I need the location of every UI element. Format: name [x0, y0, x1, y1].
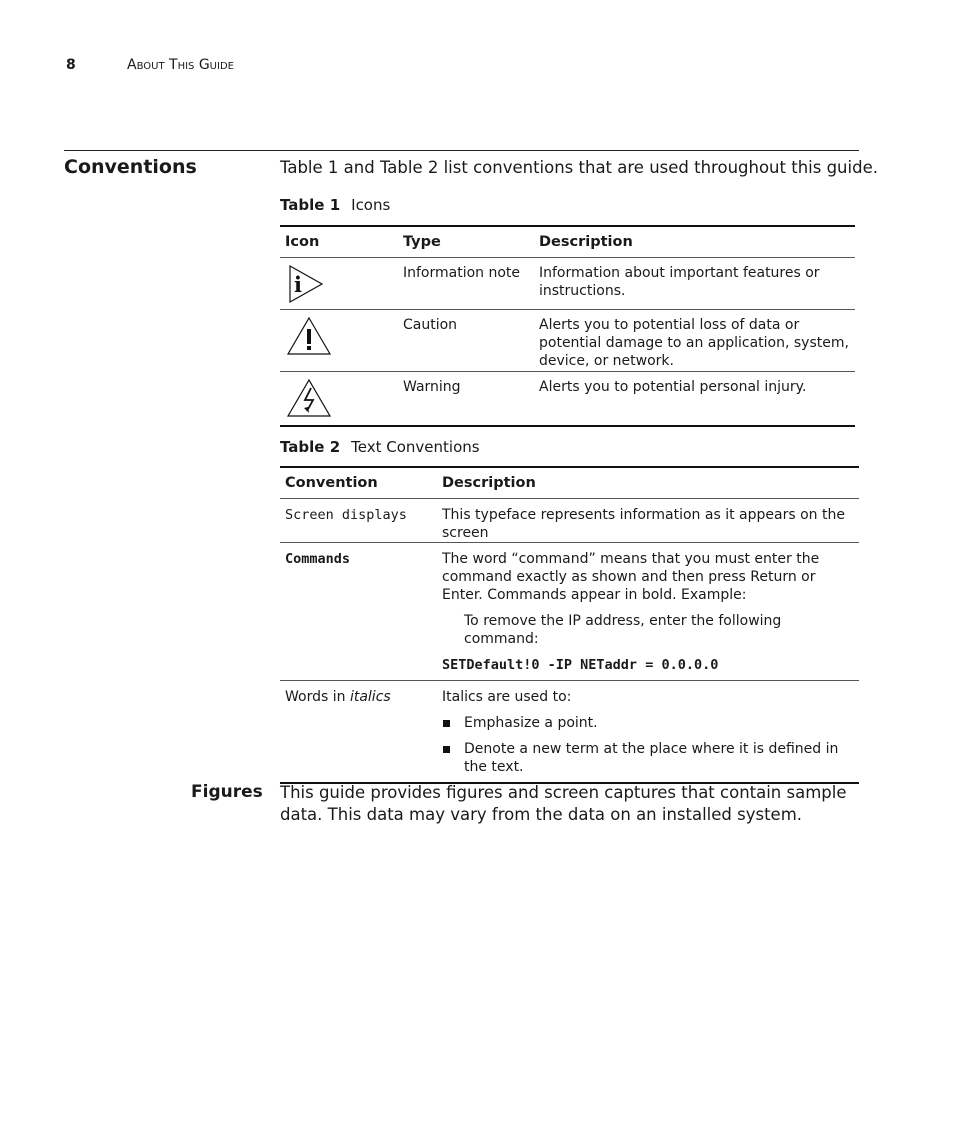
type-cell: Caution — [398, 310, 534, 372]
list-item: Denote a new term at the place where it is defined in the text. — [442, 740, 854, 776]
description-cell — [437, 681, 859, 784]
convention-cell — [280, 543, 437, 681]
description-cell: Alerts you to potential personal injury. — [539, 379, 807, 395]
conventions-intro: Table 1 and Table 2 list conventions that are used throughout this guide. — [280, 158, 878, 177]
text-conventions-table — [280, 466, 859, 784]
type-cell: Information note — [398, 258, 534, 310]
table2-caption — [280, 438, 480, 456]
example-intro: To remove the IP address, enter the following command: — [464, 613, 782, 647]
table-header-row — [280, 467, 859, 499]
table1-caption-title: Icons — [351, 196, 391, 214]
commands-sample: Commands — [285, 551, 351, 567]
caution-icon — [285, 316, 333, 358]
screen-displays-sample: Screen displays — [285, 507, 407, 523]
table-header-row — [280, 226, 855, 258]
table2-caption-title: Text Conventions — [351, 438, 480, 456]
table1-caption-label: Table 1 — [280, 196, 341, 214]
table-row — [280, 499, 859, 543]
table2-caption-label: Table 2 — [280, 438, 341, 456]
list-item: Emphasize a point. — [442, 714, 854, 732]
warning-icon — [285, 378, 333, 420]
description-cell: This typeface represents information as it appears on the screen — [437, 499, 859, 543]
type-cell: Warning — [403, 379, 461, 395]
example-command: SETDefault!0 -IP NETaddr = 0.0.0.0 — [442, 657, 719, 673]
convention-cell — [280, 499, 437, 543]
description-text: The word “command” means that you must enter the command exactly as shown and then press Return or Enter. Commands appear in bold. Example: — [442, 551, 820, 603]
section-divider — [64, 150, 859, 151]
information-note-icon — [285, 264, 325, 304]
table-row — [280, 310, 855, 372]
running-header: About This Guide — [127, 57, 234, 73]
page-number: 8 — [66, 57, 76, 73]
convention-prefix: Words in — [285, 689, 350, 705]
section-heading-figures: Figures — [191, 782, 263, 802]
table-row — [280, 681, 859, 784]
table-row — [280, 258, 855, 310]
table1-caption — [280, 196, 390, 214]
column-header: Convention — [280, 467, 437, 499]
column-header: Type — [398, 226, 534, 258]
convention-cell — [280, 681, 437, 784]
figures-body: This guide provides figures and screen captures that contain sample data. This data may vary from the data on an installed system. — [280, 783, 847, 824]
section-heading-conventions: Conventions — [64, 156, 197, 178]
column-header: Description — [534, 226, 855, 258]
column-header: Icon — [280, 226, 398, 258]
description-cell: Information about important features or instructions. — [534, 258, 855, 310]
description-cell: Alerts you to potential loss of data or potential damage to an application, system, device, or network. — [534, 310, 855, 372]
icon-cell — [280, 372, 398, 427]
table-row — [280, 543, 859, 681]
icons-table — [280, 225, 855, 427]
icon-cell — [280, 310, 398, 372]
icon-cell — [280, 258, 398, 310]
description-text: Italics are used to: — [442, 689, 572, 705]
column-header: Description — [437, 467, 859, 499]
table-row — [280, 372, 855, 427]
convention-italic: italics — [349, 689, 391, 705]
svg-text:i: i — [294, 272, 302, 297]
description-cell — [437, 543, 859, 681]
